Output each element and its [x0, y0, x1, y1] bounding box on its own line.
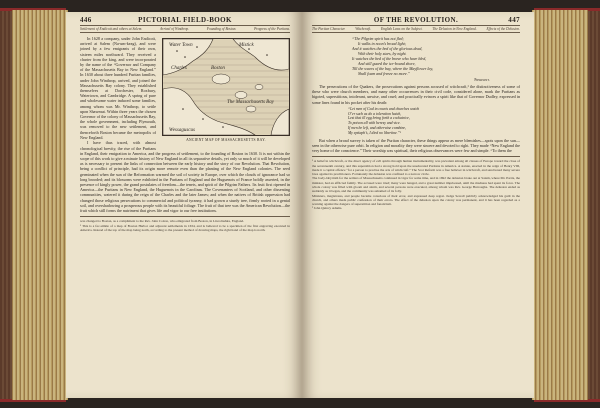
right-footnote: The body-labyrinth for the settlers of Massachusetts continued in vigor for some time, and in 1692 the delusion broke out at Salem, where Mr. Parris, the minister, had an afflicted family. The accused were tried; many were hanged, and a great number imprisoned, until the madness had spent its force. The whole colony was filled with gloom and alarm, and several persons were executed, among whom was Rev. George Burroughs. The delusion ended as suddenly as it began, and the community was ashamed of its folly.: [312, 176, 520, 194]
poem-line: Till the waves of the bay, where the Mayflower lay,: [352, 66, 434, 71]
right-footnote: ² John Quincy Adams.: [312, 206, 343, 211]
poem-line: It walks in noon’s broad light;: [358, 41, 407, 46]
poem-line: “The Pilgrim spirit has not fled;: [352, 36, 404, 41]
verse-line: Lest that ill egg bring forth a cockatrice,: [348, 116, 410, 121]
right-footnote: Ministers, magistrates, and people became conscious of their error, and expressed deep regret. Judge Sewall publicly acknowledged his guilt in the church, and others made public confession of their errors. The effect of the delusion upon the colony was permanent, and it has been regarded as a warning against the dangers of superstition and fanaticism.: [312, 193, 520, 207]
poem-attribution: Pierpont.: [474, 78, 490, 82]
left-subhead: Settlement of Endicott and others at Salem.: [80, 27, 143, 31]
left-footnote: ¹ This is a fac-simile of a map of Boston Harbor and adjacent settlements in 1634, and is believed to be a specimen of the first engraving executed in America. Instead of the top of the map being north, according to the present method of drawing maps, the right hand of the map is north.: [80, 223, 290, 232]
right-footnote-rule: [312, 156, 520, 157]
right-body-text-2: [312, 138, 520, 154]
right-subheads: [312, 26, 520, 33]
right-body-text: [312, 84, 520, 105]
map-label: Boston: [211, 66, 225, 71]
right-running-head: [312, 16, 520, 26]
map-caption: ANCIENT MAP OF MASSACHUSETTS BAY.: [186, 137, 266, 142]
left-footnote: was changed to Boston, as a compliment to the Rev. John Cotton, who emigrated from Boston, in Lincolnshire, England.: [80, 219, 245, 224]
left-subheads: [80, 26, 290, 33]
left-paragraph: I have thus traced, with almost chronological brevity, the rise of the Puritans in England, their emigration to America, and the progress of settlement, to the founding of Boston in 1630. It is not within the scope of this work to give a minute history of New England in all its separative details, yet only so much of it will be developed as is necessary to present the links of connection between the early history and the story of our Revolution. That Revolution, being a conflict of principle, had its origin more remote even than the planting of the New England colonies. The seed germinated when the sun of the Reformation warmed the soil of society in Europe, over which the clouds of ignorance had so long brooded; and its blossoms were exhibited in the Puritans of England and the Huguenots of France boldly asserted, in the presence of kingly power, the grand postulates of freedom—the tenets, and spirit of the Pilgrim Fathers. Its fruit first ripened in America—the Puritans in New England, the Huguenots in the Carolinas. The Covenanters of Scotland, and other dissenting communities, watered it during the reign of the Charles and the later James; and when the natives of British oppression had changed those religious persecutions to commercial and political tyranny, it had grown a sturdy tree, firmly rooted in a genial soil, and overshadowing a prosperous people with its beautiful foliage. The fruit of that tree was the American Revolution—the fruit which still forms the nutriment that gives life and vigor to our free institutions.: [80, 140, 290, 214]
map-label: Mistick: [239, 43, 254, 48]
right-paragraph: The persecutions of the Quakers, the prosecutions against persons accused of witchcraft,¹ the distinctiveness of some of these who were church members, and many other occurrences in their civil code, considered alone, mark the Puritans as bigoted, superstitious, intolerant, unwise, and cruel; and practically evinces a spirit like that of Governor Dudley, expressed in some lines found in his pocket after his death:: [312, 84, 520, 105]
left-running-title: PICTORIAL FIELD-BOOK: [138, 16, 232, 24]
map-label: Charles: [171, 66, 187, 71]
page-edges-left: [12, 10, 68, 400]
map-label: Water Town: [169, 43, 193, 48]
page-edges-right: [532, 10, 588, 400]
right-subhead: Effects of the Delusion.: [486, 27, 520, 31]
poem-line: It watches the bed of the brave who have bled,: [352, 56, 427, 61]
right-running-title: OF THE REVOLUTION.: [373, 16, 459, 24]
left-running-head: [80, 16, 290, 26]
verse-line: O’er such as do a toleration hatch,: [348, 111, 402, 116]
verse-line: My epitaph’s, I died no libertine.”²: [348, 130, 401, 135]
poem-line: And it watches the bed of the glorious dead,: [352, 46, 423, 51]
dudley-verse: [348, 107, 520, 136]
right-subhead: Witchcraft.: [355, 27, 372, 31]
map-engraving-icon: [163, 39, 289, 135]
left-page-number: 446: [80, 16, 92, 24]
verse-line: To poison all with heresy and vice.: [348, 121, 401, 126]
right-subhead: The Delusion in New England.: [432, 27, 477, 31]
right-footnote: ¹ A belief in witchcraft, or the direct agency of evil spirits through human instrumentality, was prevalent among all classes of Europe toward the close of the seventeenth century, and this superstition had a strong hold upon the uneducated Puritans in America. A statute, enacted in the reign of Henry VIII, made it a capital offence “for a person to practise the arts of witchcraft.” The Scot Reform was a free believer in witchcraft, and sanctioned many severe laws against its practitioners. Fortunately the delusion was confined to a narrow circle.: [312, 159, 520, 177]
left-page: [66, 12, 302, 398]
left-footnote-rule: [80, 216, 290, 217]
verse-line: If men be left, and otherwise combine,: [348, 126, 406, 130]
verse-line: “Let men of God in courts and churches watch: [348, 106, 420, 111]
right-paragraph: But when a broad survey is taken of the Puritan character, these things appear as mere blemishes—spots upon the sun—seen in the otherwise pure orbit. In religion and morality they were sincere and devoted to right. They made “New England the very home of the conscience.” Their worship was spiritual, their religious observances were few and simple. “To them the: [312, 137, 520, 153]
left-subhead: Progress of the Puritans.: [254, 27, 290, 31]
right-subhead: English Laws on the Subject.: [380, 27, 423, 31]
poem-line: And still guard the ice-bound shore,: [358, 61, 416, 66]
poem-line: Shall foam and freeze no more.”: [358, 71, 410, 76]
right-page: [302, 12, 534, 398]
ancient-map-image: [162, 38, 290, 136]
right-page-number: 447: [508, 16, 520, 24]
left-body-text: [80, 36, 290, 213]
map-label: Wessaguscus: [169, 128, 195, 133]
map-figure: [162, 38, 290, 143]
pierpont-poem: [352, 36, 520, 76]
right-subhead: The Puritan Character.: [312, 27, 346, 31]
poem-line: With their holy stars, by night.: [358, 51, 407, 56]
left-paragraph: In 1628 a company, under John Endicott, arrived at Salem (Na-um-keag), and were joined by a few emigrants of their own, sixteen miles northward. They received a charter from the king, and were incorporated by the name of the “Governor and Company of the Massachusetts Bay in New England.” In 1630 about three hundred Puritan families, under John Winthrop, arrived, and joined the Massachusetts Bay colony. They established themselves at Dorchester, Roxbury, Watertown, and Cambridge. A spring of pure and wholesome water induced some families, among whom was Mr. Winthrop, to settle upon Shawmut. Within three years the chosen Governor of the colony of Massachusetts Bay, the whole government, including Plymouth, was removed to the new settlement, and thenceforth Boston became the metropolis of New England.: [80, 36, 156, 140]
left-subhead: Founding of Boston.: [206, 27, 237, 31]
left-subhead: Arrival of Winthrop.: [159, 27, 190, 31]
map-label: The Massachusetts Bay: [227, 100, 274, 105]
